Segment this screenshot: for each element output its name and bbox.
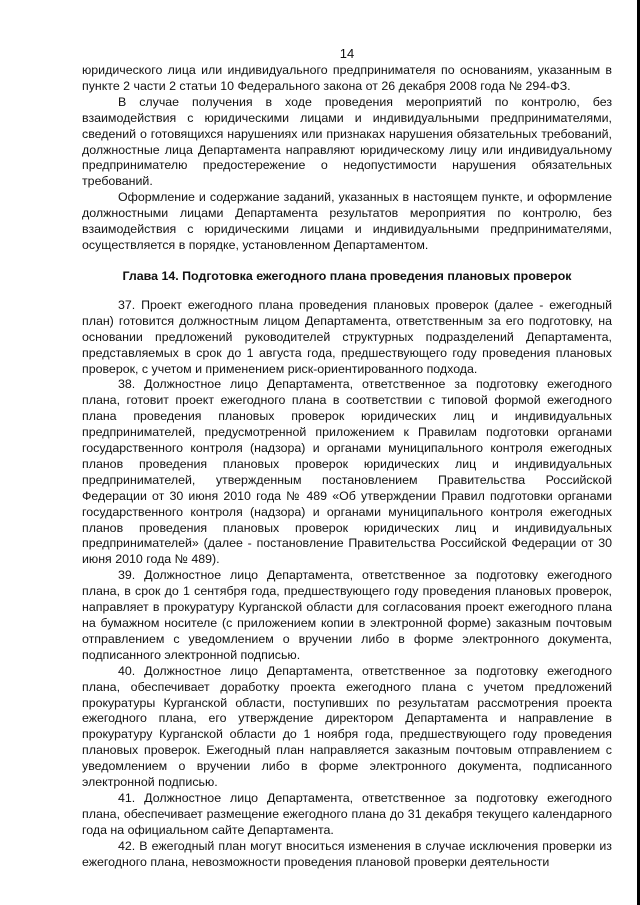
clause-39: 39. Должностное лицо Департамента, ответственное за подготовку ежегодного плана, в срок до 1 сентября года, предшествующего году проведения плановых проверок, направляет в прокуратуру Курганской области для согласования проект ежегодного плана на бумажном носителе (с приложением копии в электронной форме) заказным почтовым отправлением с уведомлением о вручении либо в форме электронного документа, подписанного электронной подписью. (82, 568, 612, 662)
paragraph-warning: В случае получения в ходе проведения мероприятий по контролю, без взаимодействия с юридическими лицами и индивидуальными предпринимателями, сведений о готовящихся нарушениях или признаках нарушения обязательных требований, должностные лица Департамента направляют юридическому лицу или индивидуальному предпринимателю предостережение о недопустимости нарушения обязательных требований. (82, 94, 612, 189)
chapter-heading: Глава 14. Подготовка ежегодного плана проведения плановых проверок (122, 268, 572, 283)
page-number: 14 (339, 46, 355, 61)
paragraph-format: Оформление и содержание заданий, указанных в настоящем пункте, и оформление должностными лицами Департамента результатов мероприятия по контролю, без взаимодействия с юридическими лицами и индивидуальными предпринимателями, осуществляется в порядке, установленном Департаментом. (82, 190, 612, 252)
spacer (82, 284, 612, 298)
clause-40: 40. Должностное лицо Департамента, ответственное за подготовку ежегодного плана, обеспечивает доработку проекта ежегодного плана с учетом предложений прокуратуры Курганской области, поступивших по результатам рассмотрения проекта ежегодного плана, его утверждение директором Департамента и направление в прокуратуру Курганской области до 1 ноября года, предшествующего году проведения плановых проверок. Ежегодный план направляется заказным почтовым отправлением с уведомлением о вручении либо в форме электронного документа, подписанного электронной подписью. (82, 663, 612, 790)
document-page (82, 46, 612, 871)
spacer (82, 254, 612, 268)
clause-37: 37. Проект ежегодного плана проведения плановых проверок (далее - ежегодный план) готовится должностным лицом Департамента, ответственным за его подготовку, на основании предложений руководителей структурных подразделений Департамента, представляемых в срок до 1 августа года, предшествующего году проведения плановых проверок, с учетом и применением риск-ориентированного подхода. (82, 297, 612, 376)
clause-42: 42. В ежегодный план могут вноситься изменения в случае исключения проверки из ежегодного плана, невозможности проведения плановой проверки деятельности (82, 838, 612, 869)
clause-38: 38. Должностное лицо Департамента, ответственное за подготовку ежегодного плана, готовит проект ежегодного плана в соответствии с типовой формой ежегодного плана проведения плановых проверок юридических лиц и индивидуальных предпринимателей, предусмотренной приложением к Правилам подготовки органами государственного контроля (надзора) и органами муниципального контроля ежегодных планов проведения плановых проверок юридических лиц и индивидуальных предпринимателей, утвержденным постановлением Правительства Российской Федерации от 30 июня 2010 года № 489 «Об утверждении Правил подготовки органами государственного контроля (надзора) и органами муниципального контроля ежегодных планов проведения плановых проверок юридических лиц и индивидуальных предпринимателей» (далее - постановление Правительства Российской Федерации от 30 июня 2010 года № 489). (82, 377, 612, 567)
clause-41: 41. Должностное лицо Департамента, ответственное за подготовку ежегодного плана, обеспечивает размещение ежегодного плана до 31 декабря текущего календарного года на официальном сайте Департамента. (82, 790, 612, 837)
paragraph-intro: юридического лица или индивидуального предпринимателя по основаниям, указанным в пункте 2 части 2 статьи 10 Федерального закона от 26 декабря 2008 года № 294-ФЗ. (82, 63, 612, 93)
